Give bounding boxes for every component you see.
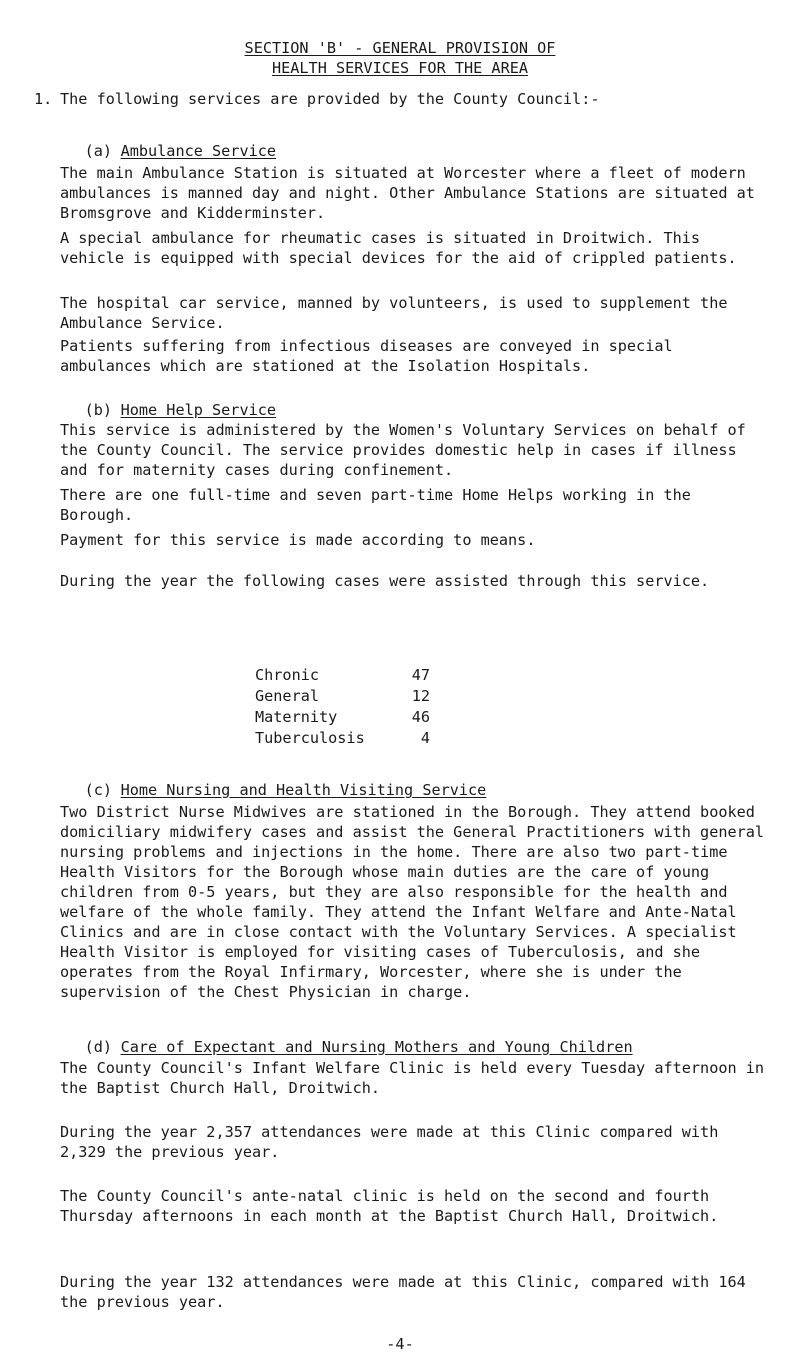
table-row [255,707,430,728]
home-help-paragraph-3: Payment for this service is made according to means. [60,531,536,549]
case-label: Chronic [255,666,320,684]
section-title-line1: SECTION 'B' - GENERAL PROVISION OF [244,39,556,57]
case-value: 46 [411,708,430,726]
section-title-line2: HEALTH SERVICES FOR THE AREA [271,59,529,77]
mothers-paragraph-4: During the year 132 attendances were made at this Clinic, compared with 164 the previous year. [60,1273,746,1311]
subsection-d-letter: (d) [84,1038,113,1056]
case-label: General [255,687,320,705]
case-value: 12 [411,687,430,705]
ambulance-paragraph-3: The hospital car service, manned by volunteers, is used to supplement the Ambulance Service. [60,294,728,332]
subsection-d-title: Care of Expectant and Nursing Mothers and Young Children [120,1038,633,1056]
item-number: 1. [34,90,53,108]
case-value: 47 [411,666,430,684]
subsection-b-title: Home Help Service [120,401,277,419]
subsection-a-letter: (a) [84,142,113,160]
ambulance-paragraph-4: Patients suffering from infectious diseases are conveyed in special ambulances which are stationed at the Isolation Hospitals. [60,337,673,375]
subsection-a-title: Ambulance Service [120,142,277,160]
table-row [255,665,430,686]
case-label: Maternity [255,708,338,726]
subsection-c-letter: (c) [84,781,113,799]
intro-text: The following services are provided by the County Council:- [60,90,600,108]
table-row [255,728,430,749]
ambulance-paragraph-1: The main Ambulance Station is situated at Worcester where a fleet of modern ambulances is manned day and night. Other Ambulance Stations are situated at Bromsgrove and Kidderminster. [60,164,755,222]
case-label: Tuberculosis [255,729,365,747]
home-help-paragraph-4: During the year the following cases were assisted through this service. [60,572,710,590]
ambulance-paragraph-2: A special ambulance for rheumatic cases is situated in Droitwich. This vehicle is equipped with special devices for the aid of crippled patients. [60,229,737,267]
subsection-b-letter: (b) [84,401,113,419]
table-row [255,686,430,707]
subsection-c-title: Home Nursing and Health Visiting Service [120,781,487,799]
cases-table [255,665,430,749]
page-number: -4- [386,1335,414,1353]
nursing-paragraph-1: Two District Nurse Midwives are stationed in the Borough. They attend booked domiciliary midwifery cases and assist the General Practitioners with general nursing problems and injections in the home. There are also two part-time Health Visitors for the Borough whose main duties are the care of young children from 0-5 years, but they are also responsible for the health and welfare of the whole family. They attend the Infant Welfare and Ante-Natal Clinics and are in close contact with the Voluntary Services. A specialist Health Visitor is employed for visiting cases of Tuberculosis, and she operates from the Royal Infirmary, Worcester, where she is under the supervision of the Chest Physician in charge. [60,803,765,1001]
mothers-paragraph-3: The County Council's ante-natal clinic is held on the second and fourth Thursday afternoons in each month at the Baptist Church Hall, Droitwich. [60,1187,719,1225]
mothers-paragraph-2: During the year 2,357 attendances were made at this Clinic compared with 2,329 the previous year. [60,1123,719,1161]
case-value: 4 [420,729,430,747]
home-help-paragraph-2: There are one full-time and seven part-time Home Helps working in the Borough. [60,486,691,524]
home-help-paragraph-1: This service is administered by the Women's Voluntary Services on behalf of the County Council. The service provides domestic help in cases if illness and for maternity cases during confinement. [60,421,746,479]
mothers-paragraph-1: The County Council's Infant Welfare Clinic is held every Tuesday afternoon in the Baptist Church Hall, Droitwich. [60,1059,765,1097]
